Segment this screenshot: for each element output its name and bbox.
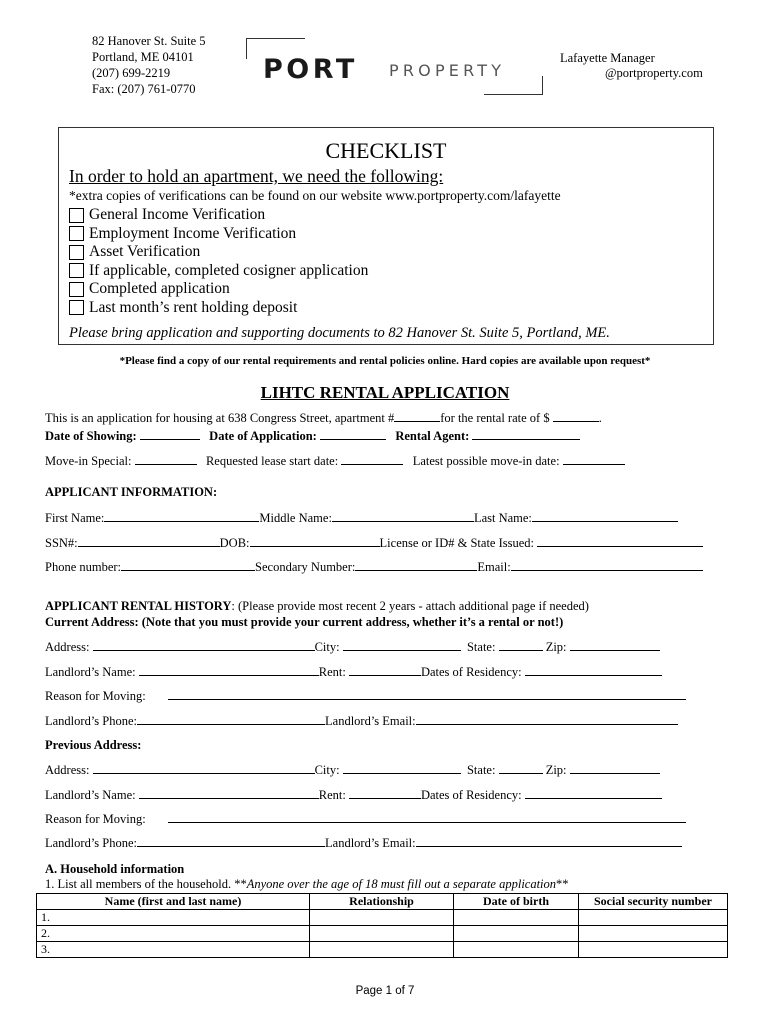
zip-label: Zip: — [545, 640, 567, 654]
checklist-item-label: Completed application — [89, 280, 230, 297]
apartment-number-field[interactable] — [394, 410, 440, 422]
table-row — [37, 910, 728, 926]
requested-start-label: Requested lease start date: — [205, 454, 339, 468]
last-name-label: Last Name: — [473, 511, 532, 525]
checklist-item-label: Last month’s rent holding deposit — [89, 298, 298, 316]
current-reason-field[interactable] — [168, 688, 686, 700]
move-in-line — [45, 453, 625, 469]
dob-field[interactable] — [250, 535, 380, 547]
logo-property-word: PROPERTY — [389, 61, 506, 80]
phone-line: (207) 699-2219 — [92, 66, 171, 80]
landlord-email-label: Landlord’s Email: — [325, 836, 416, 850]
checklist-item — [69, 225, 368, 243]
application-title: LIHTC RENTAL APPLICATION — [260, 383, 510, 402]
checklist-items — [69, 206, 368, 317]
table-header-row — [37, 894, 728, 910]
previous-city-field[interactable] — [343, 762, 461, 774]
intro-text-rate: for the rental rate of $ — [440, 411, 550, 425]
landlord-phone-label: Landlord’s Phone: — [45, 714, 138, 728]
checklist-item — [69, 299, 368, 317]
fax-line: Fax: (207) 761-0770 — [92, 82, 196, 96]
relationship-cell[interactable] — [310, 910, 454, 926]
previous-landlord-name-field[interactable] — [139, 787, 319, 799]
rent-label: Rent: — [318, 788, 346, 802]
date-of-showing-label: Date of Showing: — [45, 429, 137, 443]
dob-cell[interactable] — [454, 926, 579, 942]
move-in-special-field[interactable] — [135, 453, 197, 465]
address-line: 82 Hanover St. Suite 5 — [92, 34, 206, 48]
checklist-item-label: Asset Verification — [89, 243, 201, 260]
secondary-number-field[interactable] — [355, 559, 477, 571]
current-dates-field[interactable] — [525, 664, 662, 676]
manager-title: Lafayette Manager — [560, 51, 655, 65]
email-field[interactable] — [511, 559, 703, 571]
checkbox[interactable] — [69, 263, 84, 278]
checklist-footer: Please bring application and supporting documents to 82 Hanover St. Suite 5, Portland, ME. — [69, 325, 610, 341]
license-field[interactable] — [537, 535, 703, 547]
current-address-field[interactable] — [93, 639, 315, 651]
logo-port-word: PORT — [263, 54, 358, 85]
checklist-subtitle: In order to hold an apartment, we need the following: — [69, 166, 444, 186]
ssn-cell[interactable] — [579, 910, 728, 926]
landlord-name-label: Landlord’s Name: — [45, 788, 136, 802]
checkbox[interactable] — [69, 226, 84, 241]
dates-label: Dates of Residency: — [420, 788, 522, 802]
checklist-item — [69, 243, 368, 261]
ssn-field[interactable] — [78, 535, 220, 547]
intro-line — [45, 410, 602, 426]
latest-move-in-field[interactable] — [563, 453, 625, 465]
dob-label: DOB: — [219, 536, 250, 550]
phone-label: Phone number: — [45, 560, 122, 574]
previous-reason-line — [45, 811, 686, 827]
requested-start-field[interactable] — [341, 453, 403, 465]
current-landlord-phone-field[interactable] — [137, 713, 325, 725]
checklist-note: *extra copies of verifications can be found on our website www.portproperty.com/lafayette — [69, 188, 561, 203]
license-label: License or ID# & State Issued: — [379, 536, 535, 550]
previous-address-field[interactable] — [93, 762, 315, 774]
row-number[interactable]: 2. — [37, 926, 310, 942]
applicant-info-heading: APPLICANT INFORMATION: — [45, 485, 218, 499]
city-label: City: — [314, 640, 340, 654]
intro-period: . — [598, 411, 602, 425]
previous-address-label: Previous Address: — [45, 738, 142, 752]
checklist-item — [69, 280, 368, 298]
relationship-cell[interactable] — [310, 942, 454, 958]
checkbox[interactable] — [69, 208, 84, 223]
previous-reason-field[interactable] — [168, 811, 686, 823]
checklist-item — [69, 206, 368, 224]
previous-landlord-email-field[interactable] — [416, 835, 682, 847]
page-number: Page 1 of 7 — [355, 985, 415, 997]
dob-cell[interactable] — [454, 910, 579, 926]
state-label: State: — [466, 763, 496, 777]
row-number[interactable]: 1. — [37, 910, 310, 926]
current-state-field[interactable] — [499, 639, 543, 651]
latest-move-in-label: Latest possible move-in date: — [412, 454, 560, 468]
dob-cell[interactable] — [454, 942, 579, 958]
move-in-special-label: Move-in Special: — [45, 454, 132, 468]
landlord-email-label: Landlord’s Email: — [325, 714, 416, 728]
current-zip-field[interactable] — [570, 639, 660, 651]
household-instruction — [45, 877, 569, 892]
current-landlord-contact-line — [45, 713, 678, 729]
relationship-cell[interactable] — [310, 926, 454, 942]
first-name-field[interactable] — [104, 510, 259, 522]
address-label: Address: — [45, 763, 90, 777]
current-reason-line — [45, 688, 686, 704]
household-table — [36, 893, 728, 958]
current-rent-field[interactable] — [349, 664, 421, 676]
requirements-note: *Please find a copy of our rental requirements and rental policies online. Hard copies are available upon request* — [119, 355, 651, 367]
previous-zip-field[interactable] — [570, 762, 660, 774]
address-label: Address: — [45, 640, 90, 654]
household-heading: A. Household information — [45, 862, 185, 876]
previous-landlord-phone-field[interactable] — [137, 835, 325, 847]
first-name-label: First Name: — [45, 511, 105, 525]
landlord-name-label: Landlord’s Name: — [45, 665, 136, 679]
household-instruction-end: ** — [556, 877, 569, 891]
checklist-item — [69, 262, 368, 280]
city-label: City: — [314, 763, 340, 777]
household-instruction-text: 1. List all members of the household. ** — [45, 877, 247, 891]
state-label: State: — [466, 640, 496, 654]
manager-email: @portproperty.com — [605, 66, 703, 80]
office-address — [92, 33, 206, 97]
column-header: Relationship — [310, 894, 454, 910]
zip-label: Zip: — [545, 763, 567, 777]
reason-label: Reason for Moving: — [45, 812, 146, 826]
current-landlord-email-field[interactable] — [416, 713, 678, 725]
column-header: Date of birth — [454, 894, 579, 910]
showing-line — [45, 428, 580, 444]
row-number[interactable]: 3. — [37, 942, 310, 958]
checklist-title: CHECKLIST — [325, 138, 447, 163]
column-header: Social security number — [579, 894, 728, 910]
previous-rent-field[interactable] — [349, 787, 421, 799]
household-instruction-italic: Anyone over the age of 18 must fill out a separate application — [246, 877, 557, 891]
previous-landlord-contact-line — [45, 835, 682, 851]
previous-state-field[interactable] — [499, 762, 543, 774]
ssn-label: SSN#: — [45, 536, 78, 550]
address-line: Portland, ME 04101 — [92, 50, 194, 64]
table-row — [37, 942, 728, 958]
name-line — [45, 510, 678, 526]
checkbox[interactable] — [69, 300, 84, 315]
rent-label: Rent: — [318, 665, 346, 679]
checklist-item-label: General Income Verification — [89, 206, 266, 223]
previous-address-line — [45, 762, 660, 778]
phone-field[interactable] — [121, 559, 255, 571]
secondary-number-label: Secondary Number: — [255, 560, 356, 574]
intro-text: This is an application for housing at 638 Congress Street, apartment # — [45, 411, 395, 425]
rental-history-note: : (Please provide most recent 2 years - attach additional page if needed) — [231, 599, 589, 613]
previous-dates-field[interactable] — [525, 787, 662, 799]
previous-landlord-line — [45, 787, 662, 803]
ssn-line — [45, 535, 703, 551]
ssn-cell[interactable] — [579, 926, 728, 942]
checkbox[interactable] — [69, 245, 84, 260]
last-name-field[interactable] — [532, 510, 678, 522]
email-label: Email: — [477, 560, 511, 574]
date-of-showing-field[interactable] — [140, 428, 200, 440]
current-address-label: Current Address: (Note that you must provide your current address, whether it’s a rental or not!) — [45, 615, 564, 629]
checklist-box — [58, 127, 714, 345]
current-landlord-line — [45, 664, 662, 680]
checklist-item-label: If applicable, completed cosigner application — [89, 261, 369, 279]
phone-line — [45, 559, 703, 575]
middle-name-label: Middle Name: — [259, 511, 332, 525]
middle-name-field[interactable] — [332, 510, 474, 522]
landlord-phone-label: Landlord’s Phone: — [45, 836, 138, 850]
checkbox[interactable] — [69, 282, 84, 297]
checklist-item-label: Employment Income Verification — [89, 224, 297, 242]
current-city-field[interactable] — [343, 639, 461, 651]
current-address-line — [45, 639, 660, 655]
reason-label: Reason for Moving: — [45, 689, 146, 703]
current-landlord-name-field[interactable] — [139, 664, 319, 676]
rental-agent-field[interactable] — [472, 428, 580, 440]
ssn-cell[interactable] — [579, 942, 728, 958]
rental-agent-label: Rental Agent: — [395, 429, 470, 443]
rental-history-title: APPLICANT RENTAL HISTORY — [45, 599, 232, 613]
column-header: Name (first and last name) — [37, 894, 310, 910]
rental-history-heading — [45, 599, 589, 614]
rental-rate-field[interactable] — [553, 410, 599, 422]
dates-label: Dates of Residency: — [420, 665, 522, 679]
date-of-application-field[interactable] — [320, 428, 386, 440]
date-of-application-label: Date of Application: — [209, 429, 317, 443]
table-row — [37, 926, 728, 942]
